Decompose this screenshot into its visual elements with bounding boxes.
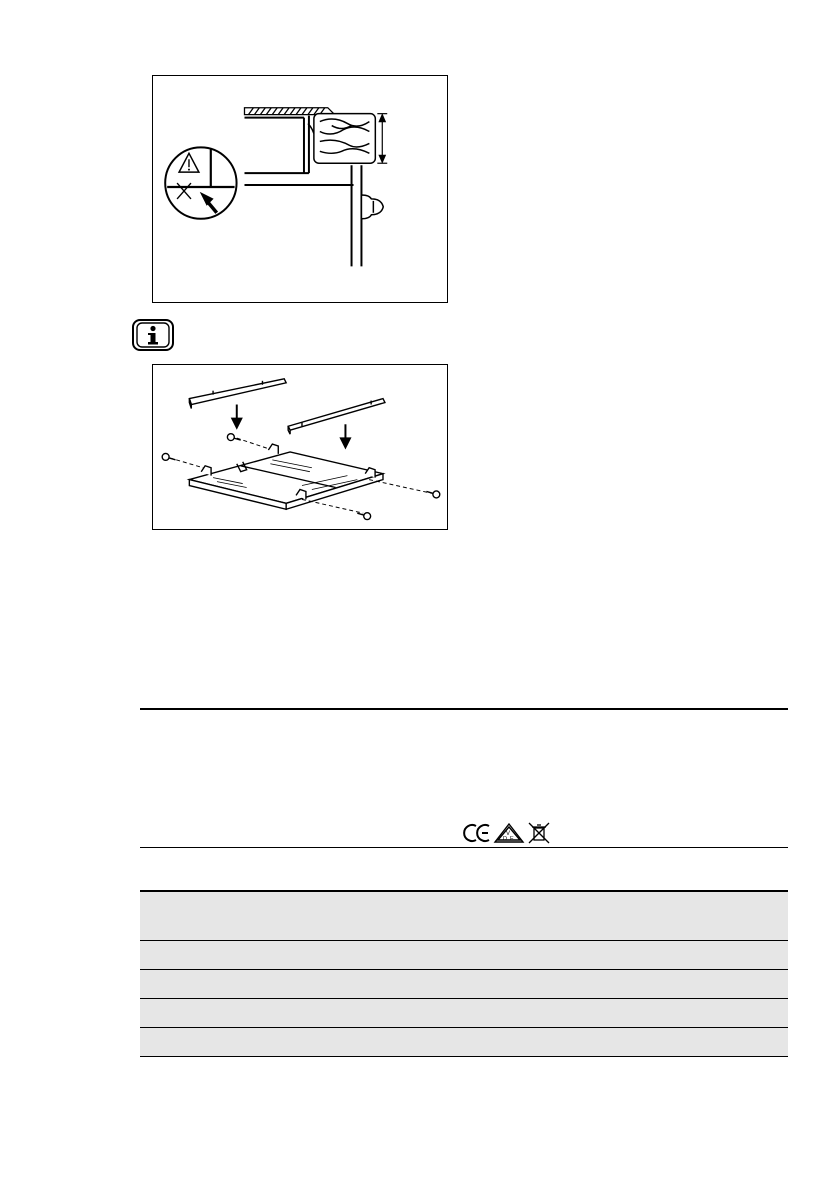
table-row bbox=[140, 940, 788, 969]
control-knob bbox=[361, 195, 383, 219]
section-rule-mid bbox=[140, 847, 788, 848]
vde-mark-icon bbox=[495, 824, 523, 842]
ce-mark-icon bbox=[464, 825, 489, 841]
height-dimension bbox=[377, 114, 387, 164]
weee-bin-icon bbox=[529, 823, 549, 843]
table-row bbox=[140, 1027, 788, 1056]
rail-mounting-figure bbox=[152, 364, 448, 530]
down-arrow-left bbox=[232, 405, 242, 429]
table-row bbox=[140, 969, 788, 998]
svg-text:V: V bbox=[506, 831, 511, 837]
down-arrow-right bbox=[341, 424, 351, 448]
mounting-rail-left bbox=[189, 379, 286, 409]
table-row bbox=[140, 998, 788, 1027]
mounting-rail-right bbox=[288, 399, 385, 435]
hob-tray bbox=[189, 452, 383, 509]
svg-text:D: D bbox=[503, 836, 507, 842]
info-icon bbox=[131, 318, 175, 352]
certification-marks bbox=[463, 822, 555, 844]
spec-table bbox=[140, 890, 788, 1057]
section-rule-top bbox=[140, 708, 788, 710]
table-row bbox=[140, 891, 788, 940]
warning-callout bbox=[165, 147, 236, 218]
installation-clearance-figure bbox=[152, 75, 448, 303]
wood-block bbox=[308, 114, 375, 164]
svg-text:E: E bbox=[510, 836, 514, 842]
